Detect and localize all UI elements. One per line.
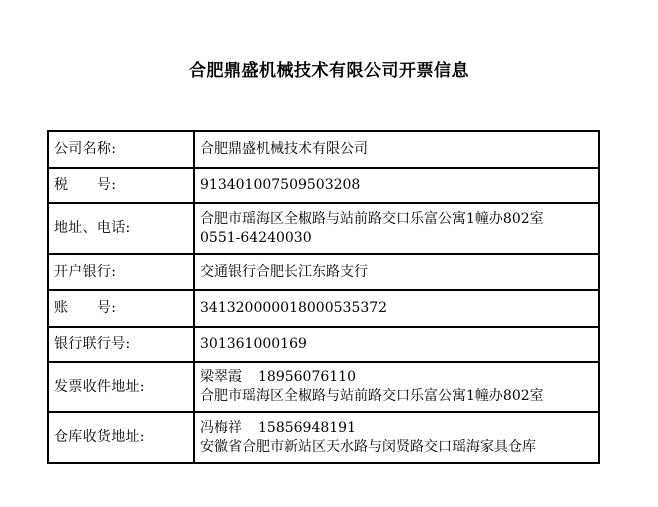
tax-id-value [194, 168, 599, 203]
tax-id-text: 913401007509503208 [200, 177, 361, 193]
bank-code-label: 银行联行号: [48, 327, 194, 362]
table-row [48, 168, 599, 203]
table-row [48, 412, 599, 463]
invoice-mailing-value [194, 362, 599, 412]
invoice-contact-name: 梁翠霞 [200, 369, 242, 385]
table-row [48, 290, 599, 327]
phone-text: 0551-64240030 [200, 229, 312, 246]
warehouse-label: 仓库收货地址: [48, 412, 194, 463]
warehouse-address: 安徽省合肥市新站区天水路与闵贤路交口瑶海家具仓库 [200, 438, 536, 455]
account-label: 账 号: [48, 290, 194, 327]
address-text: 合肥市瑶海区全椒路与站前路交口乐富公寓1幢办802室 [200, 210, 544, 227]
bank-code-value [194, 327, 599, 362]
table-row [48, 131, 599, 168]
invoice-mailing-label: 发票收件地址: [48, 362, 194, 412]
account-value [194, 290, 599, 327]
table-row [48, 327, 599, 362]
warehouse-contact-name: 冯梅祥 [200, 419, 242, 436]
company-name-value [194, 131, 599, 168]
bank-value [194, 254, 599, 290]
bank-text: 交通银行合肥长江东路支行 [200, 263, 368, 280]
company-name-text: 合肥鼎盛机械技术有限公司 [200, 141, 368, 157]
invoice-contact-phone: 18956076110 [258, 369, 356, 385]
address-phone-label: 地址、电话: [48, 203, 194, 254]
bank-code-text: 301361000169 [200, 336, 307, 352]
warehouse-contact-phone: 15856948191 [258, 419, 356, 436]
bank-label: 开户银行: [48, 254, 194, 290]
account-text: 341320000018000535372 [200, 300, 388, 316]
table-row [48, 362, 599, 412]
tax-id-label: 税 号: [48, 168, 194, 203]
table-row [48, 254, 599, 290]
invoice-contact-line [200, 368, 593, 387]
warehouse-value [194, 412, 599, 463]
warehouse-contact-line [200, 419, 593, 438]
invoice-mailing-address: 合肥市瑶海区全椒路与站前路交口乐富公寓1幢办802室 [200, 388, 544, 404]
page-title: 合肥鼎盛机械技术有限公司开票信息 [189, 61, 469, 81]
invoice-info-table [47, 130, 600, 464]
company-name-label: 公司名称: [48, 131, 194, 168]
address-phone-value [194, 203, 599, 254]
table-row [48, 203, 599, 254]
